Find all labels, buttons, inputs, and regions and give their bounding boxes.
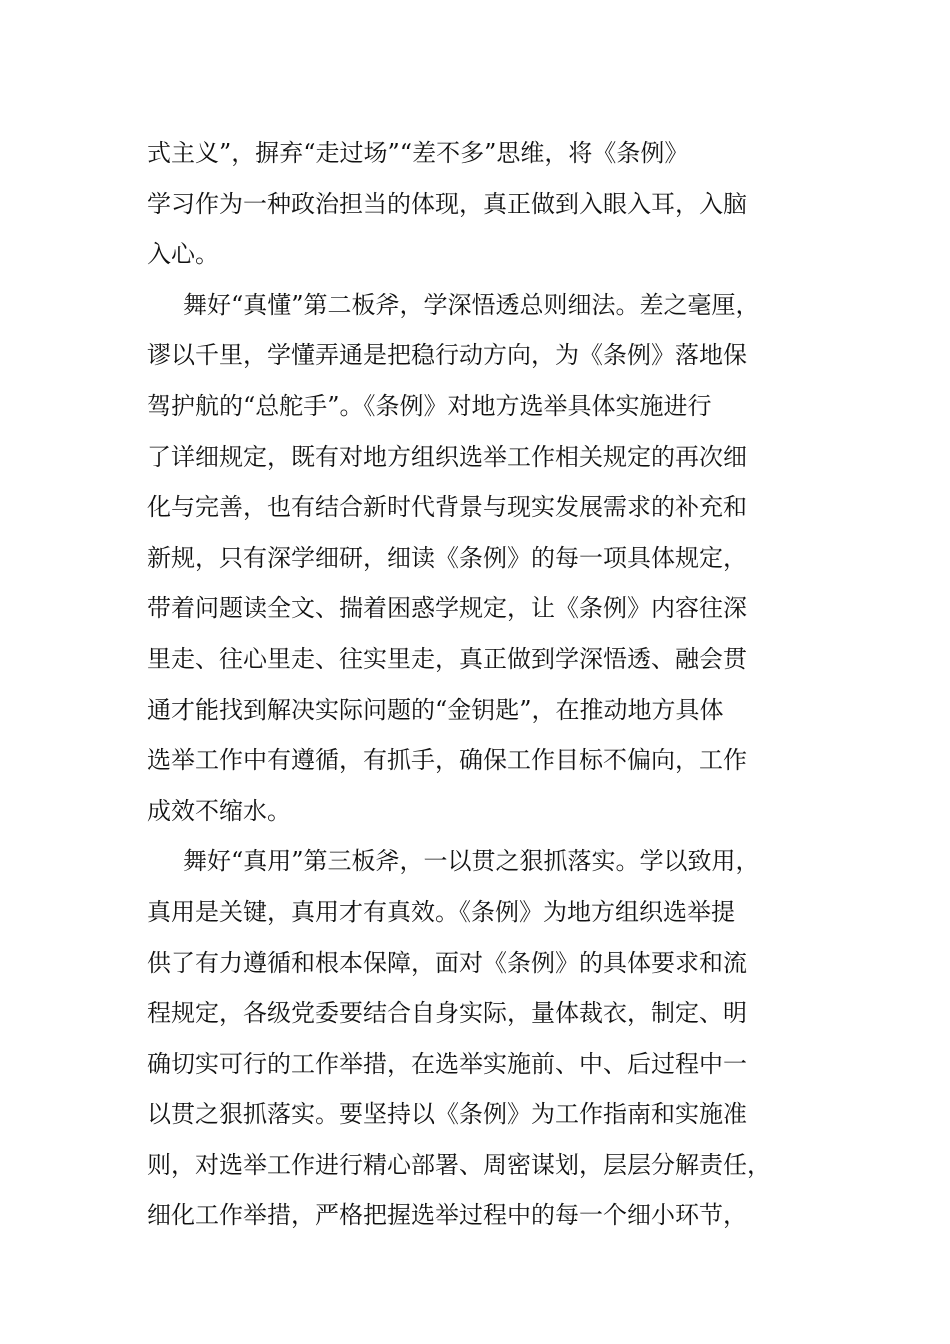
text-line: 则，对选举工作进行精心部署、周密谋划，层层分解责任， bbox=[147, 1150, 771, 1179]
text-line: 真用是关键，真用才有真效。《条例》为地方组织选举提 bbox=[147, 897, 735, 926]
text-line: 细化工作举措，严格把握选举过程中的每一个细小环节， bbox=[147, 1201, 747, 1230]
text-line: 化与完善，也有结合新时代背景与现实发展需求的补充和 bbox=[147, 493, 747, 522]
text-line: 带着问题读全文、揣着困惑学规定，让《条例》内容往深 bbox=[147, 594, 747, 623]
text-line: 了详细规定，既有对地方组织选举工作相关规定的再次细 bbox=[147, 442, 747, 471]
text-line: 确切实可行的工作举措，在选举实施前、中、后过程中一 bbox=[147, 1049, 747, 1078]
text-line: 驾护航的“总舵手”。《条例》对地方选举具体实施进行 bbox=[147, 391, 712, 420]
text-line: 程规定，各级党委要结合自身实际，量体裁衣，制定、明 bbox=[147, 999, 747, 1028]
text-line: 学习作为一种政治担当的体现，真正做到入眼入耳，入脑 bbox=[147, 189, 747, 218]
paragraph-first-line: 舞好“真用”第三板斧，一以贯之狠抓落实。学以致用， bbox=[183, 847, 760, 876]
text-line: 谬以千里，学懂弄通是把稳行动方向，为《条例》落地保 bbox=[147, 341, 747, 370]
text-line: 新规，只有深学细研，细读《条例》的每一项具体规定， bbox=[147, 543, 747, 572]
text-line: 里走、往心里走、往实里走，真正做到学深悟透、融会贯 bbox=[147, 644, 747, 673]
paragraph-first-line: 舞好“真懂”第二板斧，学深悟透总则细法。差之毫厘， bbox=[183, 290, 760, 319]
text-line: 供了有力遵循和根本保障，面对《条例》的具体要求和流 bbox=[147, 948, 747, 977]
text-line: 入心。 bbox=[147, 240, 219, 269]
text-line: 式主义”，摒弃“走过场”“差不多”思维，将《条例》 bbox=[147, 139, 689, 167]
text-line: 选举工作中有遵循，有抓手，确保工作目标不偏向，工作 bbox=[147, 746, 747, 775]
text-line: 成效不缩水。 bbox=[147, 796, 291, 825]
text-line: 通才能找到解决实际问题的“金钥匙”，在推动地方具体 bbox=[147, 695, 724, 724]
text-line: 以贯之狠抓落实。要坚持以《条例》为工作指南和实施准 bbox=[147, 1100, 747, 1129]
body-text bbox=[147, 128, 817, 1241]
